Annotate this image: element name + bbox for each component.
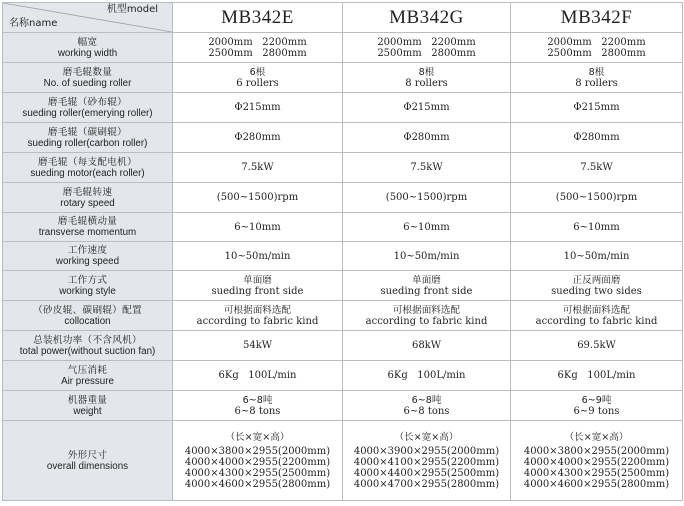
- spec-value-line: 2000mm 2200mm: [208, 36, 307, 48]
- dimensions-value-cell: [511, 421, 683, 501]
- spec-value-line: 2500mm 2800mm: [208, 47, 307, 59]
- spec-value-line: 8 rollers: [575, 77, 618, 89]
- dimensions-line: 4000×4000×2955(2200mm): [523, 456, 670, 468]
- spec-value-cell: [511, 391, 683, 421]
- spec-value-cell: [343, 301, 511, 331]
- spec-value-line: according to fabric kind: [535, 315, 658, 327]
- model-name-mb342g: MB342G: [343, 3, 511, 33]
- dimensions-heading: （长×宽×高）: [564, 431, 629, 443]
- spec-label-cell: [3, 331, 173, 361]
- spec-value-line: 6~9吨: [581, 394, 612, 406]
- spec-row: [3, 93, 683, 123]
- spec-label-en: weight: [73, 405, 102, 417]
- spec-label-en: Air pressure: [61, 375, 114, 387]
- spec-label-cn: 磨毛辊（碳刷辊）: [47, 126, 128, 138]
- header-row: [3, 3, 683, 33]
- spec-label-cell: [3, 242, 173, 271]
- spec-row: [3, 271, 683, 301]
- spec-value-cell: [173, 301, 343, 331]
- spec-value-line: Φ280mm: [403, 132, 450, 143]
- spec-value-line: (500~1500)rpm: [385, 192, 468, 203]
- spec-value-line: 10~50m/min: [563, 250, 630, 262]
- spec-label-en: No. of sueding roller: [43, 77, 132, 89]
- spec-value-line: 54kW: [242, 340, 273, 351]
- spec-row: [3, 331, 683, 361]
- dimensions-heading: （长×宽×高）: [225, 431, 290, 443]
- spec-label-cn: 磨毛辊数量: [62, 66, 113, 78]
- dimensions-heading: （长×宽×高）: [394, 431, 459, 443]
- spec-value-cell: [343, 391, 511, 421]
- spec-value-line: sueding two sides: [551, 285, 642, 297]
- spec-value-cell: [173, 242, 343, 271]
- dimensions-row: [3, 421, 683, 501]
- spec-label-cn: 幅宽: [77, 36, 98, 48]
- spec-row: [3, 391, 683, 421]
- spec-value-cell: [511, 213, 683, 242]
- spec-label-cn: 磨毛辊（砂布辊）: [47, 96, 128, 108]
- spec-value-cell: [511, 271, 683, 301]
- spec-value-line: 单面磨: [243, 274, 272, 286]
- spec-label-cn: 总装机功率（不含风机）: [33, 334, 142, 346]
- spec-label-en: working speed: [55, 256, 120, 267]
- spec-row: [3, 123, 683, 153]
- spec-value-line: 6Kg 100L/min: [218, 370, 297, 381]
- spec-label-cell: [3, 153, 173, 183]
- spec-value-cell: [173, 153, 343, 183]
- dimensions-line: 4000×4300×2955(2500mm): [523, 467, 670, 479]
- spec-label-en: total power(without suction fan): [19, 345, 156, 357]
- spec-row: [3, 301, 683, 331]
- spec-value-cell: [343, 153, 511, 183]
- spec-value-line: 2500mm 2800mm: [547, 47, 646, 59]
- spec-label-cn: 磨毛辊横动量: [57, 216, 118, 227]
- spec-label-cn: 工作方式: [67, 274, 108, 286]
- spec-value-line: 单面磨: [412, 274, 441, 286]
- spec-label-en: collocation: [64, 315, 111, 327]
- spec-label-cell: [3, 123, 173, 153]
- spec-value-line: 6~9 tons: [573, 405, 620, 417]
- spec-value-cell: [343, 33, 511, 63]
- spec-value-cell: [173, 93, 343, 123]
- spec-value-line: 6~8 tons: [234, 405, 281, 417]
- spec-value-line: (500~1500)rpm: [555, 192, 638, 203]
- spec-value-line: 6根: [249, 66, 266, 78]
- spec-value-line: 8根: [418, 66, 435, 78]
- spec-value-line: 6 rollers: [236, 77, 279, 89]
- spec-value-cell: [173, 213, 343, 242]
- spec-value-line: 可根据面料选配: [562, 304, 631, 316]
- spec-value-line: 8根: [588, 66, 605, 78]
- spec-label-cell: [3, 183, 173, 213]
- spec-value-line: sueding front side: [380, 285, 473, 297]
- spec-row: [3, 242, 683, 271]
- spec-value-line: 6~8 tons: [403, 405, 450, 417]
- spec-value-cell: [343, 93, 511, 123]
- spec-label-cn: 磨毛辊转速: [62, 186, 113, 198]
- spec-value-line: 2000mm 2200mm: [547, 36, 646, 48]
- spec-value-cell: [511, 33, 683, 63]
- spec-value-cell: [173, 391, 343, 421]
- spec-label-cell: [3, 33, 173, 63]
- spec-row: [3, 183, 683, 213]
- spec-value-line: 可根据面料选配: [392, 304, 461, 316]
- spec-row: [3, 33, 683, 63]
- spec-value-line: 8 rollers: [405, 77, 448, 89]
- spec-label-cell: [3, 63, 173, 93]
- model-name-mb342e: MB342E: [173, 3, 343, 33]
- spec-value-line: 6Kg 100L/min: [387, 370, 466, 381]
- dimensions-line: 4000×3900×2955(2000mm): [353, 445, 500, 457]
- dimensions-line: 4000×3800×2955(2000mm): [184, 445, 331, 457]
- spec-row: [3, 213, 683, 242]
- spec-value-line: 正反两面磨: [572, 274, 621, 286]
- spec-value-cell: [173, 271, 343, 301]
- spec-label-cell: [3, 271, 173, 301]
- spec-value-cell: [511, 153, 683, 183]
- dimensions-value-cell: [173, 421, 343, 501]
- spec-value-line: 6~8吨: [242, 394, 273, 406]
- name-header-label: 名称name: [9, 18, 58, 29]
- spec-label-cell: [3, 391, 173, 421]
- dimensions-line: 4000×4000×2955(2200mm): [184, 456, 331, 468]
- spec-label-en: working width: [57, 47, 118, 59]
- spec-value-cell: [343, 331, 511, 361]
- spec-value-line: 7.5kW: [410, 162, 443, 173]
- spec-value-line: Φ280mm: [234, 132, 281, 143]
- spec-value-line: 6Kg 100L/min: [557, 370, 636, 381]
- spec-value-cell: [173, 183, 343, 213]
- spec-label-en: sueding motor(each roller): [30, 167, 145, 179]
- spec-value-line: 6~10mm: [403, 221, 450, 233]
- spec-label-cell: [3, 301, 173, 331]
- spec-label-en: sueding roller(carbon roller): [27, 137, 148, 149]
- dimensions-line: 4000×4600×2955(2800mm): [184, 478, 331, 490]
- spec-value-line: Φ215mm: [573, 102, 620, 113]
- spec-label-cn: 工作速度: [67, 245, 108, 256]
- spec-value-line: sueding front side: [211, 285, 304, 297]
- spec-value-cell: [343, 213, 511, 242]
- spec-value-cell: [511, 361, 683, 391]
- spec-value-line: according to fabric kind: [365, 315, 488, 327]
- spec-value-line: Φ215mm: [403, 102, 450, 113]
- spec-value-line: 6~10mm: [573, 221, 620, 233]
- spec-value-line: 7.5kW: [580, 162, 613, 173]
- spec-value-line: (500~1500)rpm: [216, 192, 299, 203]
- spec-label-cn: 机器重量: [67, 394, 108, 406]
- spec-value-cell: [343, 123, 511, 153]
- spec-value-line: 2500mm 2800mm: [377, 47, 476, 59]
- spec-row: [3, 63, 683, 93]
- spec-value-cell: [343, 242, 511, 271]
- model-name-mb342f: MB342F: [511, 3, 683, 33]
- spec-value-cell: [173, 361, 343, 391]
- spec-value-line: 2000mm 2200mm: [377, 36, 476, 48]
- spec-row: [3, 361, 683, 391]
- spec-value-line: 可根据面料选配: [223, 304, 292, 316]
- spec-label-cell: [3, 213, 173, 242]
- spec-value-cell: [511, 331, 683, 361]
- spec-label-en: transverse momentum: [38, 227, 137, 238]
- spec-value-line: 6~10mm: [234, 221, 281, 233]
- spec-value-cell: [173, 123, 343, 153]
- spec-label-en: rotary speed: [60, 197, 115, 209]
- dimensions-line: 4000×4100×2955(2200mm): [353, 456, 500, 468]
- spec-value-cell: [511, 301, 683, 331]
- spec-label-cn: 气压消耗: [67, 364, 108, 376]
- spec-value-cell: [343, 361, 511, 391]
- dimensions-value-cell: [343, 421, 511, 501]
- spec-label-en: overall dimensions: [46, 460, 129, 472]
- spec-table: [2, 2, 683, 501]
- spec-value-cell: [511, 63, 683, 93]
- spec-label-cell: [3, 421, 173, 501]
- spec-value-cell: [173, 33, 343, 63]
- dimensions-line: 4000×4400×2955(2500mm): [353, 467, 500, 479]
- spec-value-cell: [343, 183, 511, 213]
- spec-value-line: 68kW: [411, 340, 442, 351]
- spec-value-cell: [173, 331, 343, 361]
- spec-row: [3, 153, 683, 183]
- spec-value-line: Φ215mm: [234, 102, 281, 113]
- dimensions-line: 4000×3800×2955(2000mm): [523, 445, 670, 457]
- spec-value-line: according to fabric kind: [196, 315, 319, 327]
- spec-value-cell: [511, 183, 683, 213]
- spec-value-cell: [511, 123, 683, 153]
- dimensions-line: 4000×4600×2955(2800mm): [523, 478, 670, 490]
- header-corner-cell: [3, 3, 173, 33]
- spec-value-line: Φ280mm: [573, 132, 620, 143]
- spec-value-cell: [511, 242, 683, 271]
- spec-value-line: 7.5kW: [241, 162, 274, 173]
- model-header-label: 机型model: [106, 4, 158, 15]
- spec-label-cell: [3, 93, 173, 123]
- spec-value-cell: [343, 63, 511, 93]
- dimensions-line: 4000×4700×2955(2800mm): [353, 478, 500, 490]
- spec-value-cell: [173, 63, 343, 93]
- spec-value-line: 10~50m/min: [224, 250, 291, 262]
- spec-label-cn: （砂皮辊、碳刷辊）配置: [33, 304, 142, 316]
- spec-label-en: sueding roller(emerying roller): [22, 107, 153, 119]
- spec-value-line: 6~8吨: [411, 394, 442, 406]
- spec-value-cell: [343, 271, 511, 301]
- spec-value-cell: [511, 93, 683, 123]
- spec-value-line: 69.5kW: [577, 340, 616, 351]
- spec-label-cell: [3, 361, 173, 391]
- spec-label-cn: 外形尺寸: [67, 449, 108, 461]
- dimensions-line: 4000×4300×2955(2500mm): [184, 467, 331, 479]
- spec-label-en: working style: [59, 285, 116, 297]
- spec-value-line: 10~50m/min: [393, 250, 460, 262]
- spec-label-cn: 磨毛辊（每支配电机）: [38, 156, 137, 168]
